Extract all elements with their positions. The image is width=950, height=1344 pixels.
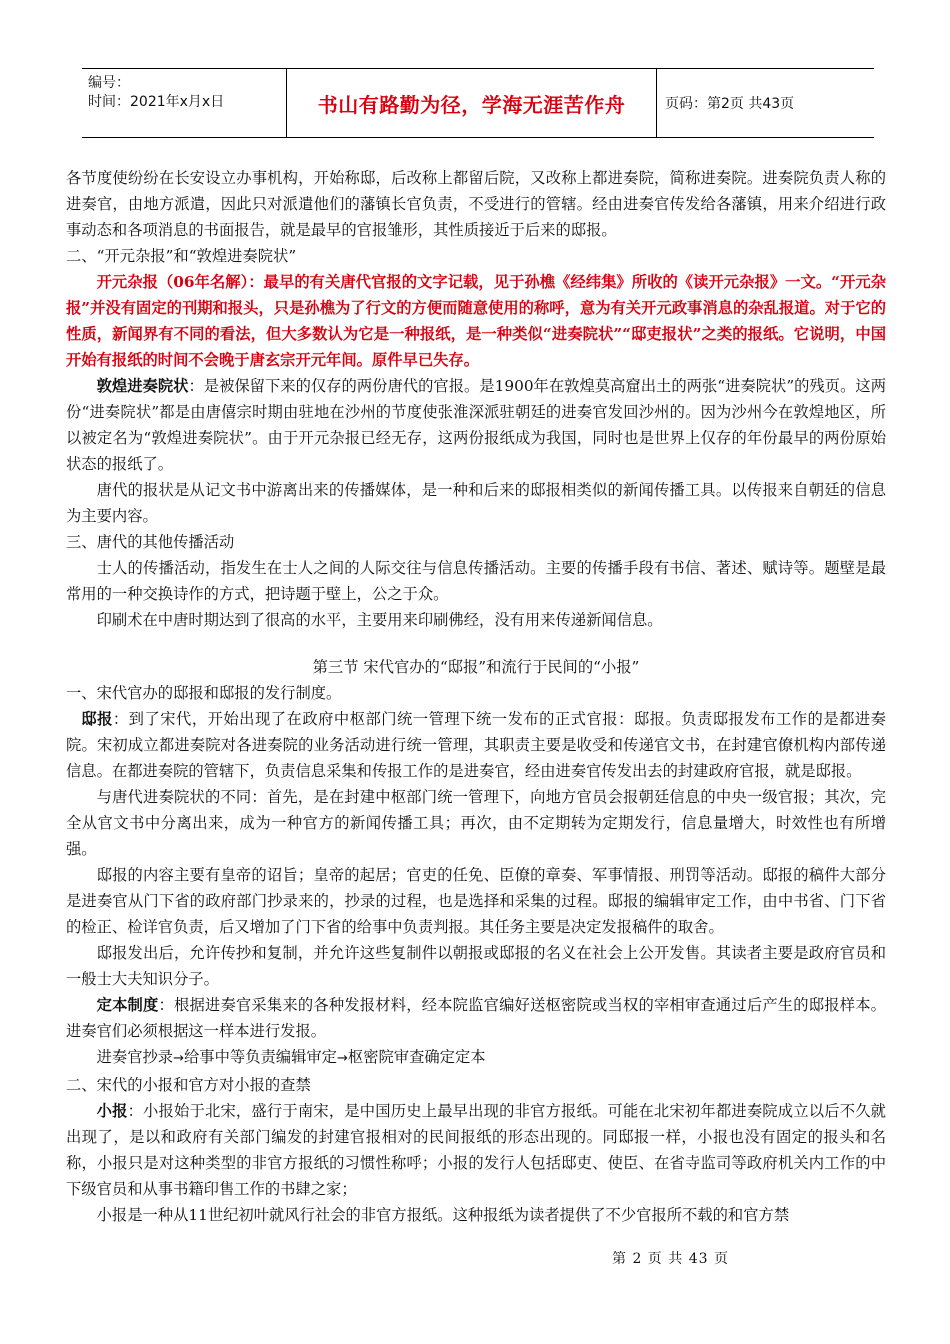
section-title: 第三节 宋代官办的“邸报”和流行于民间的“小报” [312,658,640,676]
paragraph-xiaobao [66,1098,886,1202]
term-dunhuang: 敦煌进奏院状 [96,377,189,395]
document-body [66,165,886,1228]
paragraph-xiaobao-last: 小报是一种从11世纪初叶就风行社会的非官方报纸。这种报纸为读者提供了不少官报所不载的和官方禁 [96,1206,790,1224]
arrow-right-icon: → [336,1051,348,1066]
header-number-label: 编号： [88,75,130,91]
heading-tang-other: 三、唐代的其他传播活动 [66,533,235,551]
heading-song-xiaobao: 二、宋代的小报和官方对小报的查禁 [66,1076,311,1094]
heading-kaiyuan-dunhuang: 二、“开元杂报”和“敦煌进奏院状” [66,247,297,265]
paragraph-jinzouyuan-intro: 各节度使纷纷在长安设立办事机构，开始称邸，后改称上都留后院，又改称上都进奏院，简称进奏院。进奏院负责人称的进奏官，由地方派遣，因此只对派遣他们的藩镇长官负责，不受进行的管辖。经由进奏官传发给各藩镇，用来介绍进行政事动态和各项消息的书面报告，就是最早的官报雏形，其性质接近于后来的邸报。 [66,169,886,239]
text-dunhuang: ：是被保留下来的仅存的两份唐代的官报。是1900年在敦煌莫高窟出土的两张“进奏院状”的残页。这两份“进奏院状”都是由唐僖宗时期由驻地在沙州的节度使张淮深派驻朝廷的进奏官发回沙州的。因为沙州今在敦煌地区，所以被定名为“敦煌进奏院状”。由于开元杂报已经无存，这两份报纸成为我国，同时也是世界上仅存的年份最早的两份原始状态的报纸了。 [66,377,886,473]
paragraph-kaiyuan-zabao: 开元杂报（06年名解）：最早的有关唐代官报的文字记载，见于孙樵《经纬集》所收的《读开元杂报》一文。“开元杂报”并没有固定的刊期和报头，只是孙樵为了行文的方便而随意使用的称呼，意为有关开元政事消息的杂乱报道。对于它的性质，新闻界有不同的看法，但大多数认为它是一种报纸，是一种类似“进奏院状”“邸吏报状”之类的报纸。它说明，中国开始有报纸的时间不会晚于唐玄宗开元年间。原件早已失存。 [66,273,886,369]
term-dingben: 定本制度 [96,996,159,1014]
page-footer: 第 2 页 共 43 页 [612,1251,729,1267]
paragraph-dibao [66,706,886,784]
paragraph-difference: 与唐代进奏院状的不同：首先，是在封建中枢部门统一管理下，向地方官员会报朝廷信息的中央一级官报；其次，完全从官文书中分离出来，成为一种官方的新闻传播工具；再次，由不定期转为定期发行，信息量增大，时效性也有所增强。 [66,788,886,858]
paragraph-dibao-issue: 邸报发出后，允许传抄和复制，并允许这些复制件以朝报或邸报的名义在社会上公开发售。其读者主要是政府官员和一般士大夫知识分子。 [66,944,886,988]
header-meta [82,69,287,137]
paragraph-printing: 印刷术在中唐时期达到了很高的水平，主要用来印刷佛经，没有用来传递新闻信息。 [96,611,663,629]
term-dibao: 邸报 [81,710,113,728]
term-xiaobao: 小报 [96,1102,128,1120]
header-date: 时间：2021年x月x日 [88,94,225,110]
text-dingben: ：根据进奏官采集来的各种发报材料，经本院监官编好送枢密院或当权的宰相审查通过后产生的邸报样本。进奏官们必须根据这一样本进行发报。 [66,996,886,1040]
flow-step-1: 进奏官抄录 [96,1048,174,1066]
text-xiaobao: ：小报始于北宋，盛行于南宋，是中国历史上最早出现的非官方报纸。可能在北宋初年都进奏院成立以后不久就出现了，是以和政府有关部门编发的封建官报相对的民间报纸的形态出现的。同邸报一样，小报也没有固定的报头和名称，小报只是对这种类型的非官方报纸的习惯性称呼；小报的发行人包括邸吏、使臣、在省寺监司等政府机关内工作的中下级官员和从事书籍印售工作的书肆之家； [66,1102,886,1198]
paragraph-scholar: 士人的传播活动，指发生在士人之间的人际交往与信息传播活动。主要的传播手段有书信、著述、赋诗等。题壁是最常用的一种交换诗作的方式，把诗题于壁上，公之于众。 [66,559,886,603]
flow-step-2: 给事中等负责编辑审定 [184,1048,337,1066]
page-header [82,68,874,138]
flow-step-3: 枢密院审查确定定本 [347,1048,486,1066]
paragraph-dibao-content: 邸报的内容主要有皇帝的诏旨；皇帝的起居；官吏的任免、臣僚的章奏、军事情报、刑罚等活动。邸报的稿件大部分是进奏官从门下省的政府部门抄录来的，抄录的过程，也是选择和采集的过程。邸报的编辑审定工作，由中书省、门下省的检正、检详官负责，后又增加了门下省的给事中负责判报。其任务主要是决定发报稿件的取舍。 [66,866,886,936]
arrow-right-icon: → [173,1051,184,1066]
heading-song-dibao: 一、宋代官办的邸报和邸报的发行制度。 [66,684,342,702]
text-dibao: ：到了宋代，开始出现了在政府中枢部门统一管理下统一发布的正式官报：邸报。负责邸报发布工作的是都进奏院。宋初成立都进奏院对各进奏院的业务活动进行统一管理，其职责主要是收受和传递官文书，在封建官僚机构内部传递信息。在都进奏院的管辖下，负责信息采集和传报工作的是进奏官，经由进奏官传发出去的封建政府官报，就是邸报。 [66,710,886,780]
paragraph-dingben [66,992,886,1044]
header-motto: 书山有路勤为径，学海无涯苦作舟 [287,69,657,137]
paragraph-tang-baozhuang: 唐代的报状是从记文书中游离出来的传播媒体，是一种和后来的邸报相类似的新闻传播工具。以传报来自朝廷的信息为主要内容。 [66,481,886,525]
header-page-info: 页码：第2页 共43页 [665,96,795,112]
paragraph-dunhuang [66,373,886,477]
process-flow [66,1044,886,1072]
spacer [66,633,886,654]
